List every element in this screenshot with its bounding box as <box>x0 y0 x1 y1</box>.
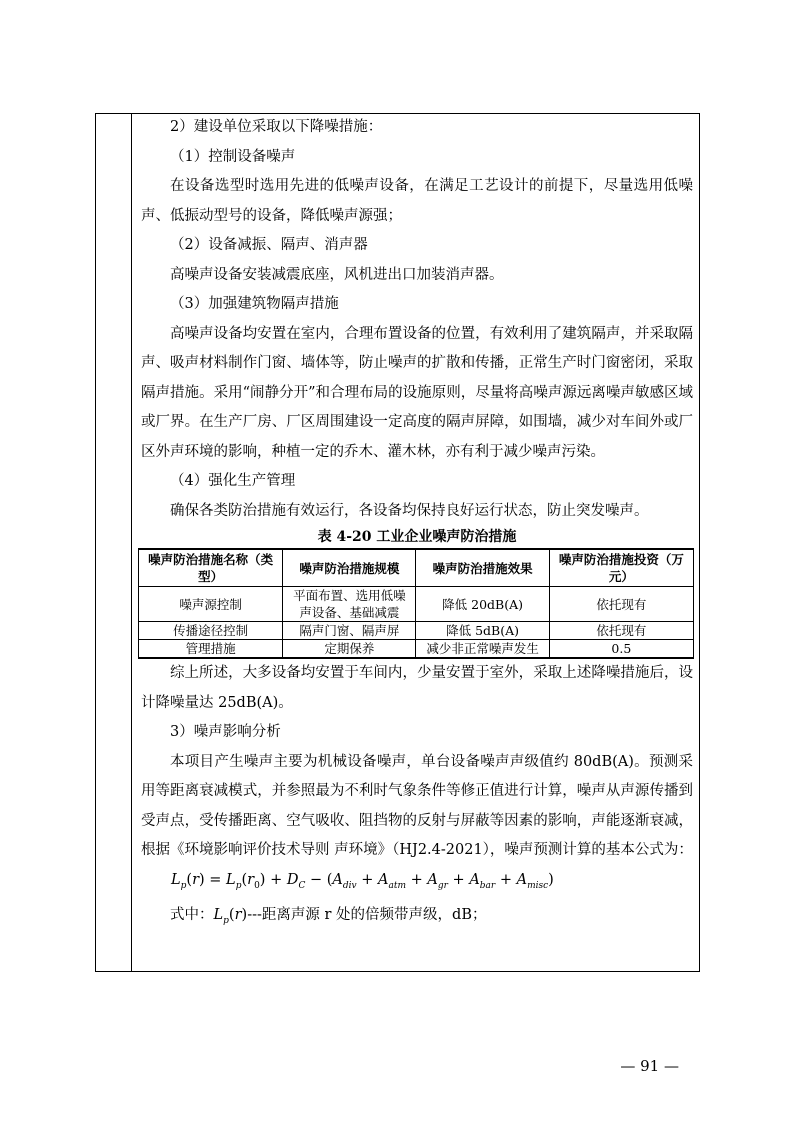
frame-divider <box>131 114 132 971</box>
where-symbol: $L_p(r)$ <box>213 906 248 926</box>
summary-text: 综上所述，大多设备均安置于车间内，少量安置于室外，采取上述降噪措施后，设计降噪量达 25dB(A)。 <box>141 665 693 711</box>
table-row <box>139 640 694 659</box>
header-cell: 噪声防治措施投资（万元） <box>549 549 693 587</box>
sub-4-title: （4）强化生产管理 <box>170 473 296 489</box>
table-cell: 噪声源控制 <box>139 587 283 622</box>
noise-measures-table <box>138 548 694 659</box>
table-header-row <box>139 549 694 587</box>
sub-3-title: （3）加强建筑物隔声措施 <box>170 296 339 312</box>
sub-4-text: 确保各类防治措施有效运行，各设备均保持良好运行状态，防止突发噪声。 <box>170 502 649 519</box>
sub-3-text: 高噪声设备均安置在室内，合理布置设备的位置，有效利用了建筑隔声，并采取隔声、吸声材料制作门窗、墙体等，防止噪声的扩散和传播，正常生产时门窗密闭，采取隔声措施。采用“闹静分开”和合理布局的设施原则，尽量将高噪声源远离噪声敏感区域或厂界。在生产厂房、厂区周围建设一定高度的隔声屏障，如围墙，减少对车间外或厂区外声环境的影响，种植一定的乔木、灌木林，亦有利于减少噪声污染。 <box>141 325 693 460</box>
table-cell: 减少非正常噪声发生 <box>416 640 549 659</box>
item-3-text: 本项目产生噪声主要为机械设备噪声，单台设备噪声声级值约 80dB(A)。预测采用等距离衰减模式，并参照最为不利时气象条件等修正值进行计算，噪声从声源传播到受声点，受传播距离、空气吸收、阻挡物的反射与屏蔽等因素的影响，声能逐渐衰减，根据《环境影响评价技术导则 声环境》（HJ2.4-2021），噪声预测计算的基本公式为： <box>141 753 693 858</box>
sub-1-text: 在设备选型时选用先进的低噪声设备，在满足工艺设计的前提下，尽量选用低噪声、低振动型号的设备，降低噪声源强； <box>141 178 693 224</box>
sub-2-title: （2）设备减振、隔声、消声器 <box>170 237 368 253</box>
header-cell: 噪声防治措施效果 <box>416 549 549 587</box>
table-cell: 平面布置、选用低噪声设备、基础减震 <box>283 587 416 622</box>
table-cell: 隔声门窗、隔声屏 <box>283 622 416 640</box>
table-cell: 依托现有 <box>549 622 693 640</box>
table-cell: 定期保养 <box>283 640 416 659</box>
propagation-formula: $L_p(r) = L_p(r_0) + D_C - (A_{div} + A_{atm} + A_{gr} + A_{bar} + A_{misc})$ <box>171 871 554 891</box>
table-row <box>139 622 694 640</box>
where-description: ---距离声源 r 处的倍频带声级，dB； <box>247 906 487 923</box>
item-2-title: 2）建设单位采取以下降噪措施： <box>170 119 383 135</box>
item-3-title: 3）噪声影响分析 <box>170 724 281 740</box>
document-body <box>141 113 693 936</box>
table-cell: 降低 5dB(A) <box>416 622 549 640</box>
table-row <box>139 587 694 622</box>
header-cell: 噪声防治措施名称（类型） <box>139 549 283 587</box>
table-cell: 管理措施 <box>139 640 283 659</box>
sub-1-title: （1）控制设备噪声 <box>170 148 296 165</box>
where-prefix: 式中： <box>170 906 214 923</box>
sub-2-text: 高噪声设备安装减震底座，风机进出口加装消声器。 <box>170 266 504 283</box>
where-line <box>141 901 693 936</box>
page-number-text: — 91 — <box>620 1057 679 1075</box>
page-number <box>0 1056 793 1076</box>
table-cell: 传播途径控制 <box>139 622 283 640</box>
table-cell: 0.5 <box>549 640 693 659</box>
header-cell: 噪声防治措施规模 <box>283 549 416 587</box>
table-caption: 表 4-20 工业企业噪声防治措施 <box>317 529 517 545</box>
table-cell: 降低 20dB(A) <box>416 587 549 622</box>
table-cell: 依托现有 <box>549 587 693 622</box>
